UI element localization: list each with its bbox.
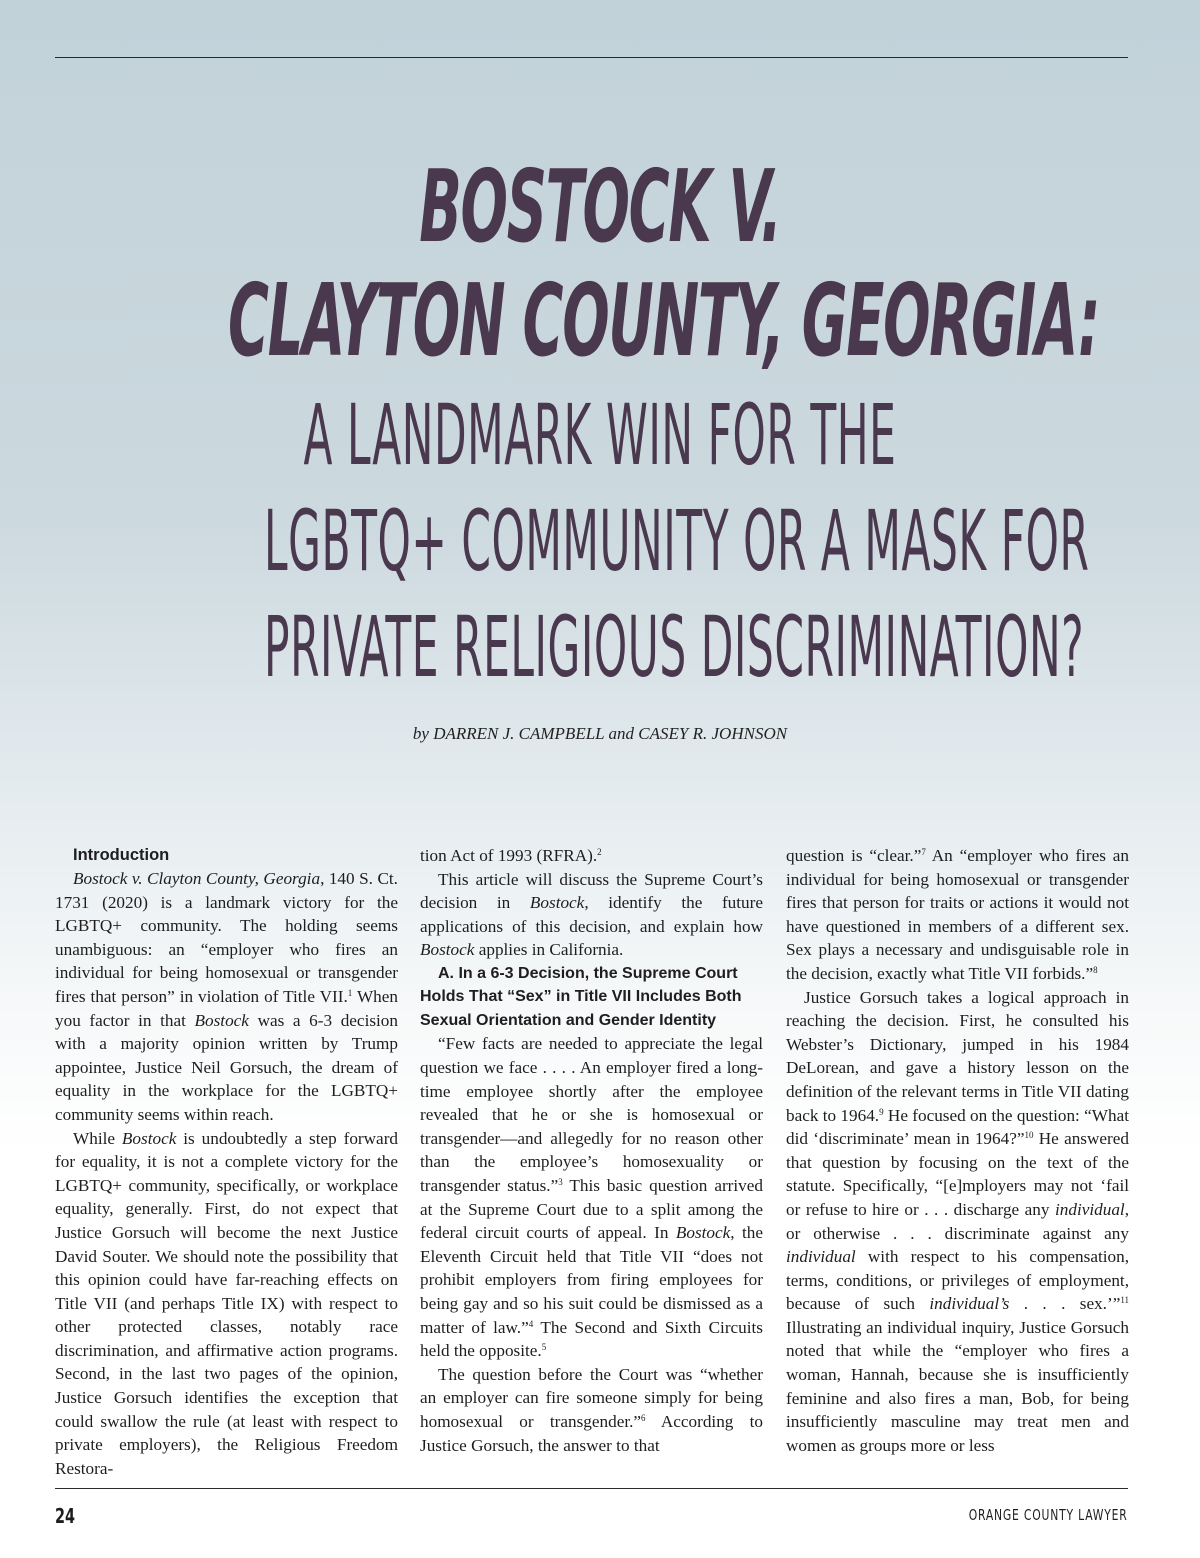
text-run: When you factor in that: [55, 986, 399, 1030]
footnote-marker: 6: [641, 1412, 646, 1423]
page-number: 24: [55, 1504, 76, 1528]
paragraph: [420, 868, 763, 962]
text-run: This basic question arrived at the Supreme Court due to a split among the federal circuit courts of appeal. In: [420, 1176, 763, 1243]
text-run: He focused on the question: “What did ‘discriminate’ mean in 1964?”: [786, 1105, 1129, 1149]
text-run: According to Justice Gorsuch, the answer to that: [420, 1411, 763, 1455]
text-run: “Few facts are needed to appreciate the legal question we face . . . . An employer fired a long-time employee shortly after the employee revealed that he or she is homosexual or transgender—and allegedly for no reason other than the employee’s homosexuality or transgender status.”: [420, 1034, 763, 1196]
paragraph: [55, 867, 398, 1127]
footnote-marker: 9: [879, 1106, 884, 1117]
paragraph: [420, 844, 763, 868]
footnote-marker: 8: [1093, 964, 1098, 975]
text-run: applies in California.: [474, 940, 624, 960]
footnote-marker: 7: [921, 847, 926, 857]
title-main-line-2: CLAYTON COUNTY, GEORGIA:: [228, 262, 1100, 379]
text-run: is undoubtedly a step forward for equality, it is not a complete victory for the LGBTQ+ community, specifically, or workplace equality, generally. First, do not expect that Justice Gorsuch will become the next Justice David Souter. We should note the possibility that this opinion could have far-reaching effects on Title VII (and perhaps Title IX) with respect to other protected classes, notably race discrimination, and affirmative action programs. Second, in the last two pages of the opinion, Justice Gorsuch identifies the exception that could swallow the rule (at least with respect to private employers), the Religious Freedom Restora-: [55, 1128, 399, 1478]
italic-text: individual: [1055, 1199, 1125, 1219]
text-run: While: [73, 1128, 122, 1148]
text-run: tion Act of 1993 (RFRA).: [420, 846, 598, 865]
section-heading-introduction: Introduction: [73, 846, 170, 864]
text-run: An “employer who fires an individual for being homosexual or transgender fires that person for traits or actions it would not have questioned in members of a different sex. Sex plays a necessary and undisguisable role in the decision, exactly what Title VII forbids.”: [786, 846, 1129, 983]
italic-text: Bostock: [194, 1010, 249, 1030]
footnote-marker: 1: [347, 987, 353, 998]
footer-rule: [55, 1488, 1128, 1489]
paragraph: [786, 844, 1129, 986]
article-title: [0, 150, 1200, 700]
italic-text: individual: [786, 1247, 856, 1267]
text-run: with respect to his compensation, terms, conditions, or privileges of employment, because of such: [786, 1247, 1129, 1314]
byline: by DARREN J. CAMPBELL and CASEY R. JOHNSON: [412, 724, 788, 743]
italic-text: Bostock v. Clayton County, Georgia: [73, 869, 321, 888]
column-2: [420, 844, 763, 1457]
text-run: Justice Gorsuch takes a logical approach in reaching the decision. First, he consulted his Webster’s Dictionary, jumped in his 1984 DeLorean, and gave a history lesson on the definition of the relevant terms in Title VII dating back to 1964.: [786, 987, 1129, 1125]
text-run: question is “clear.”: [786, 846, 922, 865]
title-sub-line-1: A LANDMARK WIN FOR THE: [303, 386, 897, 484]
title-sub-line-3: PRIVATE RELIGIOUS DISCRIMINATION?: [264, 598, 1085, 696]
publication-name: ORANGE COUNTY LAWYER: [969, 1506, 1128, 1524]
footnote-marker: 11: [1120, 1295, 1130, 1306]
footnote-marker: 2: [597, 847, 602, 857]
italic-text: Bostock: [529, 893, 585, 913]
text-run: He answered that question by focusing on the text of the statute. Specifically, “[e]mployers may not ‘fail or refuse to hire or . . . discharge any: [786, 1129, 1129, 1219]
text-run: was a 6-3 decision with a majority opinion written by Trump appointee, Justice Neil Gorsuch, the dream of equality in the workplace for the LGBTQ+ community seems within reach.: [55, 1010, 398, 1124]
footnote-marker: 10: [1024, 1130, 1034, 1141]
italic-text: individual’s: [929, 1294, 1010, 1314]
text-run: The Second and Sixth Circuits held the opposite.: [420, 1317, 764, 1361]
footnote-marker: 4: [528, 1318, 534, 1329]
text-run: This article will discuss the Supreme Court’s decision in: [420, 869, 763, 913]
text-run: The question before the Court was “whether an employer can fire someone simply for being homosexual or transgender.”: [420, 1364, 763, 1431]
column-1: [55, 844, 398, 1480]
title-main-line-1: BOSTOCK V.: [419, 148, 781, 265]
section-heading-a: A. In a 6-3 Decision, the Supreme Court Holds That “Sex” in Title VII Includes Both Sexual Orientation and Gender Identity: [420, 964, 742, 1029]
text-run: , identify the future applications of this decision, and explain how: [420, 893, 763, 936]
text-run: Illustrating an individual inquiry, Justice Gorsuch noted that while the “employer who fires a woman, Hannah, because she is insufficiently feminine and also fires a man, Bob, for being insufficiently masculine may treat men and women as groups more or less: [786, 1317, 1129, 1455]
italic-text: Bostock: [675, 1223, 731, 1243]
text-run: . . . sex.’”: [1009, 1294, 1121, 1314]
top-rule: [55, 57, 1128, 58]
footnote-marker: 5: [541, 1342, 547, 1353]
title-sub-line-2: LGBTQ+ COMMUNITY OR A MASK FOR: [264, 492, 1090, 590]
text-run: , or otherwise . . . discriminate against any: [786, 1199, 1129, 1243]
text-run: , 140 S. Ct. 1731 (2020) is a landmark victory for the LGBTQ+ community. The holding seems unambiguous: an “employer who fires an individual for being homosexual or transgender fires that person” in violation of Title VII.: [55, 869, 398, 1006]
paragraph: [55, 1127, 398, 1481]
text-run: , the Eleventh Circuit held that Title VII “does not prohibit employers from firing employees for being gay and so his suit could be dismissed as a matter of law.”: [420, 1223, 764, 1337]
column-3: [786, 844, 1129, 1457]
italic-text: Bostock: [121, 1128, 177, 1148]
footnote-marker: 3: [558, 1177, 563, 1188]
italic-text: Bostock: [420, 940, 475, 960]
paragraph: [420, 1363, 763, 1457]
paragraph: [786, 986, 1129, 1458]
paragraph: [420, 1032, 763, 1362]
